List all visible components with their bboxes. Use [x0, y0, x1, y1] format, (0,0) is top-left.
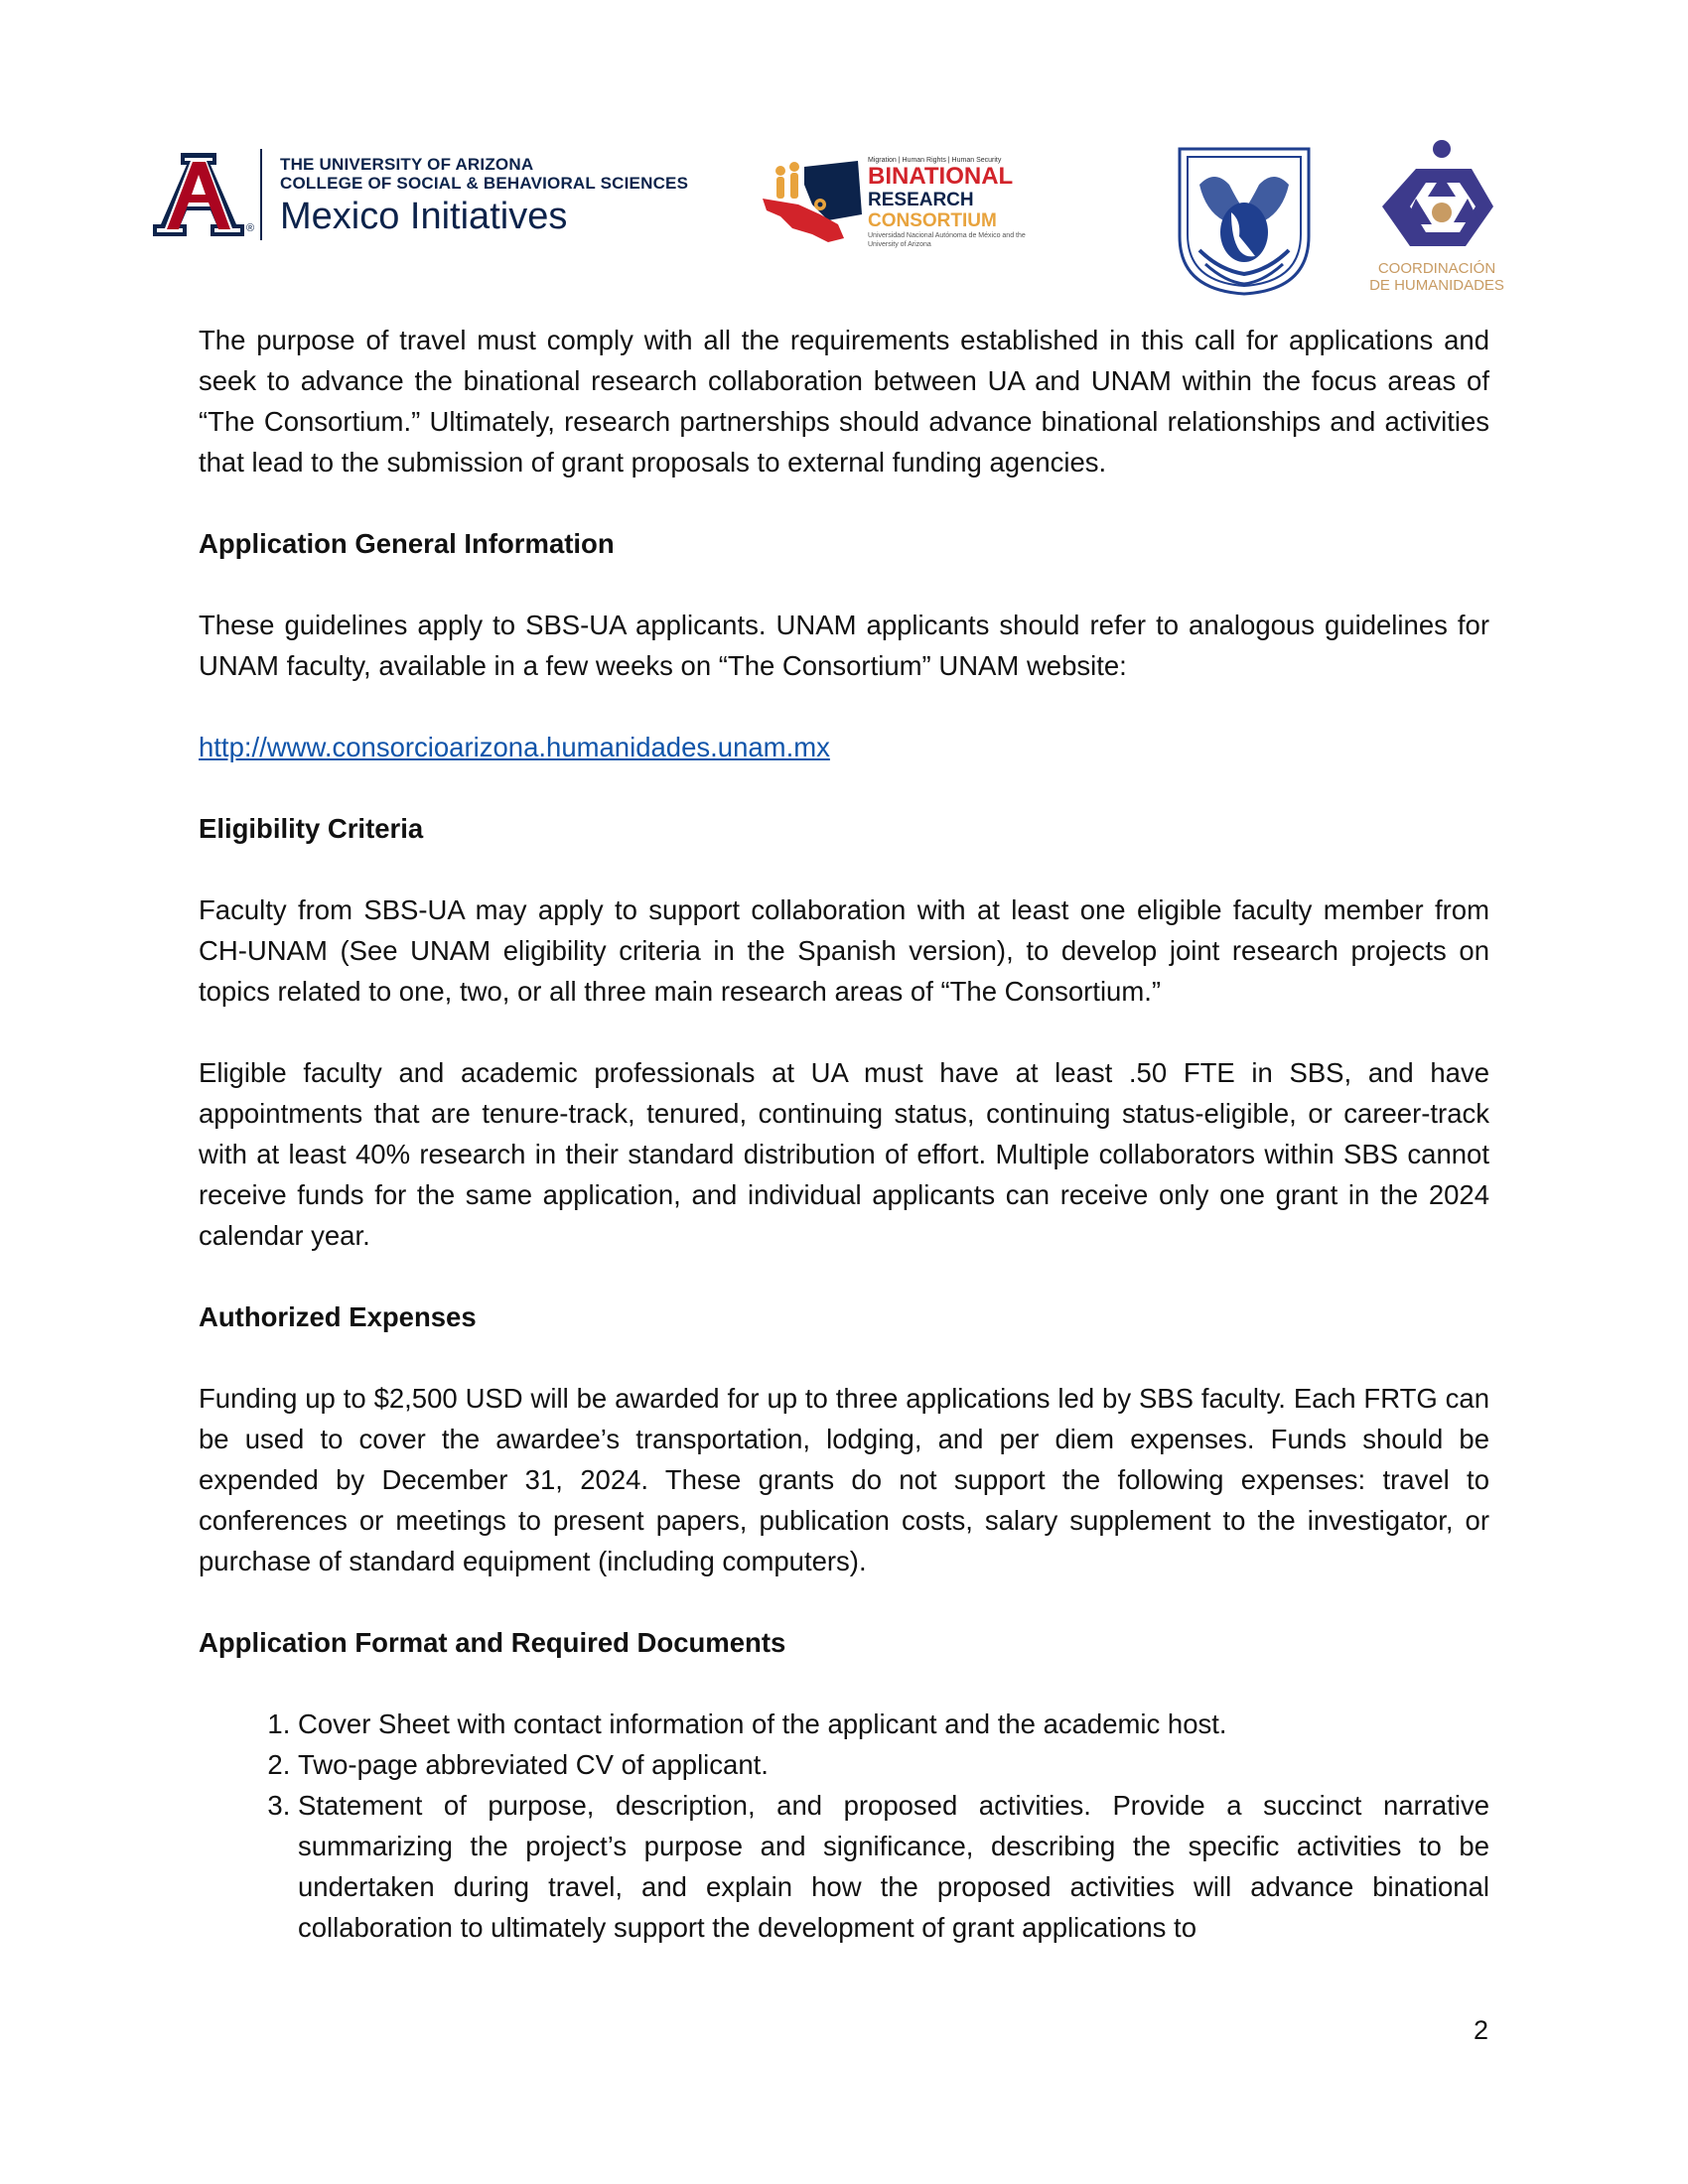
- unam-seal-logo-icon: [1170, 141, 1319, 298]
- authorized-expenses-paragraph: Funding up to $2,500 USD will be awarded for up to three applications led by SBS faculty. Each FRTG can be used to cover the awardee’s transportation, lodging, and per diem expenses. Funds should be expended by December 31, 2024. These grants do not support the following expenses: travel to conferences or meetings to present papers, publication costs, salary supplement to the investigator, or purchase of standard equipment (including computers).: [199, 1383, 1489, 1576]
- consortium-tagline: Migration | Human Rights | Human Security: [868, 157, 1002, 164]
- eligibility-paragraph-2: Eligible faculty and academic professionals at UA must have at least .50 FTE in SBS, and have appointments that are tenure-track, tenured, continuing status, continuing status-eligible, or career-track with at least 40% research in their standard distribution of effort. Multiple collaborators within SBS cannot receive funds for the same application, and individual applicants can receive only one grant in the 2024 calendar year.: [199, 1057, 1489, 1251]
- section-heading-application-format: Application Format and Required Documents: [199, 1627, 786, 1658]
- humanidades-logo-text: [1362, 260, 1511, 294]
- ua-block-a-logo-icon: [151, 151, 246, 238]
- logo-divider: [260, 149, 262, 240]
- section-heading-authorized-expenses: Authorized Expenses: [199, 1301, 477, 1332]
- page-number: 2: [1474, 2015, 1489, 2045]
- consortium-website-link[interactable]: http://www.consorcioarizona.humanidades.unam.mx: [199, 732, 830, 762]
- consortium-title-binational: BINATIONAL: [868, 163, 1014, 190]
- consortium-title-consortium: CONSORTIUM: [868, 210, 997, 231]
- section-heading-general-information: Application General Information: [199, 528, 615, 559]
- ua-logo-text: [280, 155, 688, 238]
- humanidades-line1: COORDINACIÓN: [1377, 260, 1496, 277]
- ua-initiative-line: Mexico Initiatives: [280, 196, 568, 237]
- ua-name-line: THE UNIVERSITY OF ARIZONA: [280, 155, 534, 174]
- humanidades-hexagon-mark-icon: [1376, 139, 1497, 256]
- document-body: [199, 320, 1489, 1948]
- consortium-subtitle: Universidad Nacional Autónoma de México and the University of Arizona: [868, 232, 1026, 248]
- section-heading-eligibility: Eligibility Criteria: [199, 813, 424, 844]
- consortium-title-research: RESEARCH: [868, 190, 974, 210]
- consortium-link-line: [199, 727, 1489, 767]
- coordinacion-humanidades-logo: [1362, 139, 1511, 298]
- general-information-paragraph: These guidelines apply to SBS-UA applicants. UNAM applicants should refer to analogous guidelines for UNAM faculty, available in a few weeks on “The Consortium” UNAM website:: [199, 610, 1489, 681]
- intro-paragraph: The purpose of travel must comply with all the requirements established in this call for applications and seek to advance the binational research collaboration between UA and UNAM within the focus areas of “The Consortium.” Ultimately, research partnerships should advance binational relationships and activities that lead to the submission of grant proposals to external funding agencies.: [199, 325, 1489, 478]
- list-item: 2. Two-page abbreviated CV of applicant.: [298, 1744, 1489, 1785]
- binational-research-consortium-logo: [759, 149, 1056, 258]
- registered-mark: ®: [246, 222, 255, 234]
- eligibility-paragraph-1: Faculty from SBS-UA may apply to support collaboration with at least one eligible faculty member from CH-UNAM (See UNAM eligibility criteria in the Spanish version), to develop joint research projects on topics related to one, two, or all three main research areas of “The Consortium.”: [199, 894, 1489, 1007]
- ua-mexico-initiatives-logo: [151, 147, 689, 246]
- ua-college-line: COLLEGE OF SOCIAL & BEHAVIORAL SCIENCES: [280, 174, 689, 193]
- required-documents-list: [199, 1704, 1489, 1948]
- list-item: 3. Statement of purpose, description, and proposed activities. Provide a succinct narrative summarizing the project’s purpose and significance, describing the specific activities to be undertaken during travel, and explain how the proposed activities will advance binational collaboration to ultimately support the development of grant applications to: [298, 1785, 1489, 1948]
- humanidades-line2: DE HUMANIDADES: [1369, 277, 1504, 294]
- consortium-map-figures-icon: [759, 155, 868, 246]
- list-item: 1. Cover Sheet with contact information of the applicant and the academic host.: [298, 1704, 1489, 1744]
- consortium-logo-text: [868, 157, 1056, 249]
